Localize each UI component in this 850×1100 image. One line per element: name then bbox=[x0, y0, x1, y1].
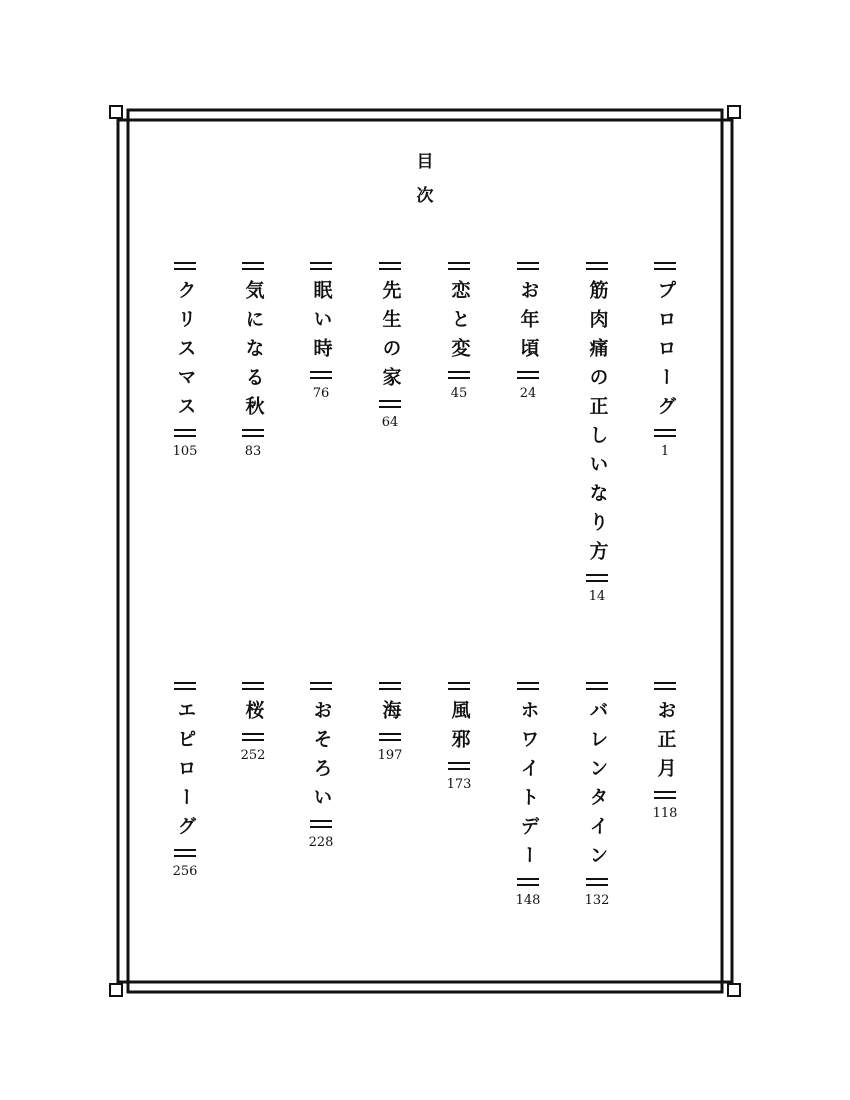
chapter-entry[interactable] bbox=[163, 262, 207, 458]
chapter-title: プロローグ bbox=[654, 280, 677, 425]
page-number: 1 bbox=[660, 444, 670, 459]
double-rule bbox=[242, 682, 264, 690]
chapter-title: おそろい bbox=[310, 700, 333, 816]
double-rule bbox=[448, 262, 470, 270]
double-rule bbox=[379, 400, 401, 408]
double-rule bbox=[242, 733, 264, 741]
double-rule bbox=[310, 820, 332, 828]
double-rule bbox=[242, 262, 264, 270]
double-rule bbox=[379, 682, 401, 690]
double-rule bbox=[448, 371, 470, 379]
double-rule bbox=[448, 762, 470, 770]
chapter-entry[interactable] bbox=[643, 262, 687, 458]
chapter-title: 恋と変 bbox=[448, 280, 471, 367]
chapter-entry[interactable] bbox=[231, 262, 275, 458]
double-rule bbox=[517, 878, 539, 886]
chapter-title: 海 bbox=[379, 700, 402, 729]
chapter-title: お正月 bbox=[654, 700, 677, 787]
page-number: 45 bbox=[450, 386, 468, 401]
double-rule bbox=[654, 429, 676, 437]
chapter-title: 風邪 bbox=[448, 700, 471, 758]
chapter-entry[interactable] bbox=[437, 682, 481, 791]
chapter-entry[interactable] bbox=[643, 682, 687, 820]
chapter-entry[interactable] bbox=[575, 682, 619, 907]
chapter-entry[interactable] bbox=[231, 682, 275, 762]
chapter-title: 筋肉痛の正しいなり方 bbox=[586, 280, 609, 570]
double-rule bbox=[654, 682, 676, 690]
double-rule bbox=[174, 849, 196, 857]
chapter-entry[interactable] bbox=[368, 262, 412, 429]
double-rule bbox=[174, 262, 196, 270]
chapter-entry[interactable] bbox=[299, 262, 343, 400]
chapter-entry[interactable] bbox=[437, 262, 481, 400]
chapter-title: ホワイトデー bbox=[517, 700, 540, 874]
chapter-title: バレンタイン bbox=[586, 700, 609, 874]
double-rule bbox=[310, 682, 332, 690]
chapter-entry[interactable] bbox=[163, 682, 207, 878]
page-number: 118 bbox=[652, 806, 678, 821]
heading-char-2: 次 bbox=[416, 186, 434, 206]
double-rule bbox=[379, 733, 401, 741]
chapter-title: 眠い時 bbox=[310, 280, 333, 367]
double-rule bbox=[586, 878, 608, 886]
chapter-title: 気になる秋 bbox=[242, 280, 265, 425]
page-number: 252 bbox=[240, 748, 266, 763]
double-rule bbox=[517, 262, 539, 270]
chapter-title: 先生の家 bbox=[379, 280, 402, 396]
double-rule bbox=[654, 791, 676, 799]
page-number: 105 bbox=[172, 444, 198, 459]
chapter-title: エピローグ bbox=[174, 700, 197, 845]
double-rule bbox=[586, 574, 608, 582]
page-number: 148 bbox=[515, 893, 541, 908]
page-number: 228 bbox=[308, 835, 334, 850]
double-rule bbox=[310, 371, 332, 379]
page-number: 64 bbox=[381, 415, 399, 430]
double-rule bbox=[448, 682, 470, 690]
double-rule bbox=[586, 682, 608, 690]
page-number: 14 bbox=[588, 589, 606, 604]
chapter-title: 桜 bbox=[242, 700, 265, 729]
double-rule bbox=[174, 429, 196, 437]
page-number: 83 bbox=[244, 444, 262, 459]
double-rule bbox=[517, 682, 539, 690]
chapter-title: クリスマス bbox=[174, 280, 197, 425]
page-number: 76 bbox=[312, 386, 330, 401]
double-rule bbox=[310, 262, 332, 270]
page-number: 173 bbox=[446, 777, 472, 792]
page-number: 132 bbox=[584, 893, 610, 908]
double-rule bbox=[242, 429, 264, 437]
chapter-entry[interactable] bbox=[299, 682, 343, 849]
double-rule bbox=[379, 262, 401, 270]
double-rule bbox=[654, 262, 676, 270]
double-rule bbox=[174, 682, 196, 690]
page-number: 256 bbox=[172, 864, 198, 879]
chapter-entry[interactable] bbox=[575, 262, 619, 603]
double-rule bbox=[586, 262, 608, 270]
chapter-entry[interactable] bbox=[368, 682, 412, 762]
chapter-entry[interactable] bbox=[506, 682, 550, 907]
page-number: 24 bbox=[519, 386, 537, 401]
chapter-title: お年頃 bbox=[517, 280, 540, 367]
heading-char-1: 目 bbox=[416, 152, 434, 172]
page-number: 197 bbox=[377, 748, 403, 763]
double-rule bbox=[517, 371, 539, 379]
chapter-entry[interactable] bbox=[506, 262, 550, 400]
